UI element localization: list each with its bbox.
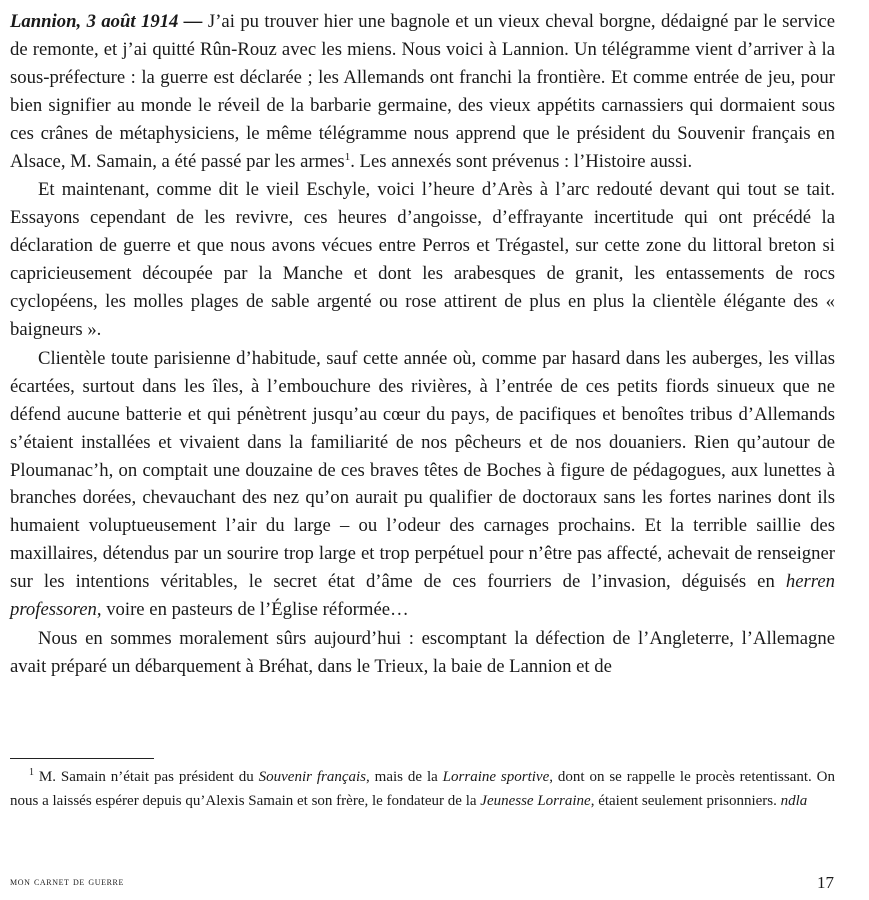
footnote-marker: 1 [29, 767, 34, 778]
footnote-rule [10, 758, 154, 759]
footnote-reference: 1 [344, 150, 351, 163]
paragraph-1-text-b: . Les annexés sont prévenus : l’Histoire aussi. [350, 150, 693, 172]
paragraph-1 [10, 8, 835, 175]
footnote-text-2: , mais de la [366, 769, 443, 785]
footnote-text-1: M. Samain n’était pas président du [34, 769, 259, 785]
footnote-text-3: , dont on se rappelle le procès retentissant. On nous a laissés espérer depuis qu’Alexis Samain et son frère, le fondateur de la [10, 769, 835, 809]
footnote [10, 766, 835, 813]
paragraph-4: Nous en sommes moralement sûrs aujourd’hui : escomptant la défection de l’Angleterre, l’Allemagne avait préparé un débarquement à Bréhat, dans le Trieux, la baie de Lannion et de [10, 627, 835, 677]
paragraph-1-text-a: J’ai pu trouver hier une bagnole et un vieux cheval borgne, dédaigné par le service de remonte, et j’ai quitté Rûn-Rouz avec les miens. Nous voici à Lannion. Un télégramme vient d’arriver à la sous-préfecture : la guerre est déclarée ; les Allemands ont franchi la frontière. Et comme entrée de jeu, pour bien signifier au monde le réveil de la barbarie germaine, des vieux appétits carnassiers qui dormaient sous ces crânes de métaphysiciens, le même télégramme nous apprend que le président du Souvenir français en Alsace, M. Samain, a été passé par les armes [10, 11, 835, 172]
running-footer-title: mon carnet de guerre [10, 876, 124, 888]
paragraph-3-text-b: , voire en pasteurs de l’Église réformée… [96, 599, 409, 621]
footnote-italic-1: Souvenir français [258, 769, 367, 785]
page-body [10, 8, 835, 681]
paragraph-3 [10, 345, 835, 624]
footnote-italic-3: Jeunesse Lorraine [480, 792, 591, 809]
dateline: Lannion, 3 août 1914 — [10, 11, 203, 32]
page-number: 17 [817, 873, 834, 892]
footnote-italic-4: ndla [780, 792, 808, 809]
paragraph-3-italic: herren professoren [10, 571, 835, 621]
footnote-italic-2: Lorraine sportive [442, 769, 550, 785]
footnote-text-4: , étaient seulement prisonniers. [590, 792, 781, 809]
paragraph-2: Et maintenant, comme dit le vieil Eschyle, voici l’heure d’Arès à l’arc redouté devant qui tout se tait. Essayons cependant de les revivre, ces heures d’angoisse, d’effrayante incertitude qui ont précédé la déclaration de guerre et que nous avons vécues entre Perros et Trégastel, sur cette zone du littoral breton si capricieusement découpée par la Manche et dont les arabesques de granit, les entassements de rocs cyclopéens, les molles plages de sable argenté ou rose attirent de plus en plus la clientèle élégante des « baigneurs ». [10, 179, 835, 340]
paragraph-3-text-a: Clientèle toute parisienne d’habitude, sauf cette année où, comme par hasard dans les auberges, les villas écartées, surtout dans les îles, à l’embouchure des rivières, à l’entrée de ces petits fiords sinueux que ne défend aucune batterie et qui pénètrent jusqu’au cœur du pays, de pacifiques et benoîtes tribus d’Allemands s’étaient installées et vivaient dans la familiarité de nos pêcheurs et de nos douaniers. Rien qu’autour de Ploumanac’h, on comptait une douzaine de ces braves têtes de Boches à figure de pédagogues, aux lunettes à branches dorées, chevauchant des nez qu’on aurait pu qualifier de doctoraux sans les fortes narines dont ils humaient voluptueusement l’air du large – ou l’odeur des carnages prochains. Et la terrible saillie des maxillaires, détendus par un sourire trop large et trop perpétuel pour n’être pas affecté, achevait de renseigner sur les intentions véritables, le secret état d’âme de ces fourriers de l’invasion, déguisés en [10, 347, 835, 593]
